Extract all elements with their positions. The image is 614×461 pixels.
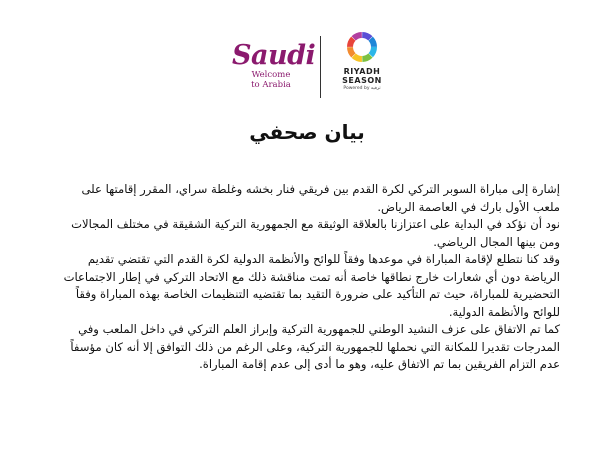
logo-divider — [320, 36, 321, 98]
paragraph-3: وقد كنا نتطلع لإقامة المباراة في موعدها وفقاً للوائح والأنظمة الدولية لكرة القدم التي تقتضي تقديم الرياضة دون أي شعارات خارج نطاقها خاصة أنه تمت مناقشة ذلك مع الاتحاد التركي في إطار الاجتماعات التحضيرية للمباراة، حيث تم التأكيد على ضرورة التقيد بما تقتضيه التنظيمات الخاصة بهذه المباراة وفقاً للوائح والأنظمة الدولية. — [63, 252, 560, 319]
header-logos — [0, 28, 614, 108]
paragraph-2: نود أن نؤكد في البداية على اعتزازنا بالعلاقة الوثيقة مع الجمهورية التركية الشقيقة في مختلف المجالات ومن بينها المجال الرياضي. — [71, 217, 560, 249]
riyadh-season-ring-icon — [345, 30, 379, 64]
riyadh-logo-line-1: RIYADH — [343, 67, 381, 76]
page-title: بيان صحفي — [249, 120, 365, 144]
paragraph-4: كما تم الاتفاق على عزف النشيد الوطني للجمهورية التركية وإبراز العلم التركي في داخل الملعب وفي المدرجات تقديرا للمكانة التي نحملها للجمهورية التركية، وعلى الرغم من ذلك التوافق إلا أنه كان مؤسفاً عدم التزام الفريقين بما تم الاتفاق عليه، وهو ما أدى إلى عدم إقامة المباراة. — [70, 322, 560, 371]
riyadh-season-logo — [333, 30, 391, 108]
saudi-logo-tagline-1: Welcome — [251, 70, 291, 80]
riyadh-logo-line-2: SEASON — [342, 76, 382, 85]
press-statement-body — [52, 181, 560, 374]
saudi-logo-tagline-2: to Arabia — [251, 80, 291, 90]
saudi-logo-wordmark: Saudi — [232, 40, 316, 71]
paragraph-1: إشارة إلى مباراة السوبر التركي لكرة القدم بين فريقي فنار بخشه وغلطة سراي، المقرر إقامتها على ملعب الأول بارك في العاصمة الرياض. — [81, 182, 560, 214]
visit-saudi-logo — [232, 40, 316, 108]
riyadh-logo-powered-by: Powered by ترفيه — [343, 86, 381, 91]
